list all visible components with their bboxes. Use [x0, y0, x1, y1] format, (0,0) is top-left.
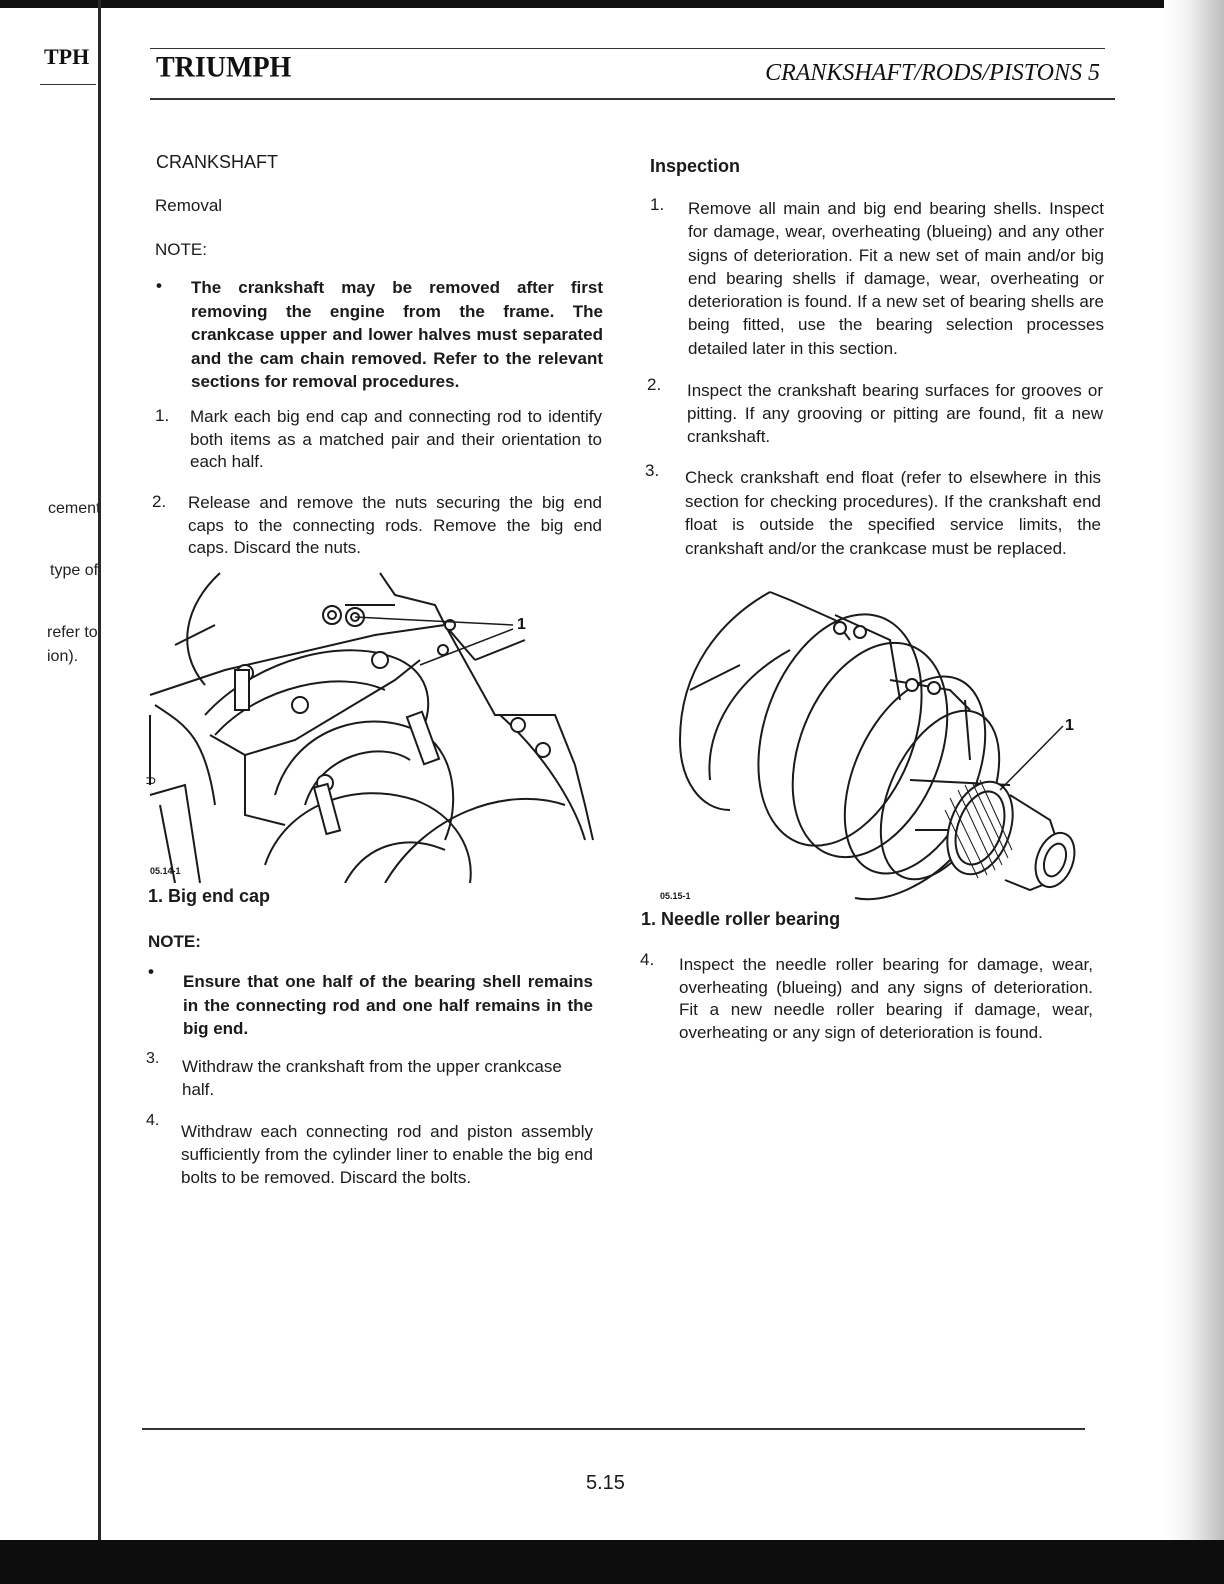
figure-caption: 1. Needle roller bearing [641, 909, 841, 929]
step-text: Withdraw each connecting rod and piston assembly sufficiently from the cylinder liner to enable the big end bolts to be removed. Discard the bolts. [181, 1122, 593, 1187]
subsection-heading: Removal [155, 196, 223, 215]
crankshaft-needle-bearing-illustration [650, 580, 1090, 910]
figure-callout: 1 [517, 616, 526, 633]
section-heading: CRANKSHAFT [156, 152, 279, 172]
figure-caption: 1. Big end cap [148, 886, 271, 906]
figure-code: 05.15-1 [660, 891, 691, 901]
side-rule [40, 84, 96, 85]
step-number: 2. [152, 492, 167, 511]
binding-edge [0, 0, 1224, 8]
step-number: 4. [146, 1112, 160, 1129]
margin-fragment: type of [50, 562, 99, 579]
step-number: 1. [650, 195, 665, 214]
step-number: 1. [155, 406, 170, 425]
note-text: Ensure that one half of the bearing shell remains in the connecting rod and one half remains in the big end. [183, 972, 593, 1038]
step-text: Mark each big end cap and connecting rod to identify both items as a matched pair and their orientation to each half. [190, 407, 602, 471]
step-text: Check crankshaft end float (refer to elsewhere in this section for checking procedures). If the crankshaft end float is outside the specified service limits, the crankshaft and/or the crankcase must be replaced. [685, 468, 1101, 558]
header-top-rule [150, 48, 1105, 49]
step-text: Inspect the needle roller bearing for damage, wear, overheating (blueing) and any signs of deterioration. Fit a new needle roller bearing if damage, wear, overheating or any sign of deterioration is found. [679, 955, 1093, 1042]
bullet-marker: • [148, 962, 154, 981]
section-heading: Inspection [650, 156, 741, 176]
step-number: 3. [645, 461, 660, 480]
figure-callout: 1 [1065, 717, 1074, 734]
step-number: 2. [647, 375, 662, 394]
side-logo-fragment: TPH [44, 44, 90, 69]
footer-rule [142, 1428, 1085, 1430]
step-text: Withdraw the crankshaft from the upper crankcase half. [182, 1057, 562, 1099]
step-number: 3. [146, 1050, 160, 1067]
note-label: NOTE: [155, 240, 207, 259]
scan-bottom-edge [0, 1540, 1224, 1584]
header-bottom-rule [150, 98, 1115, 100]
page-header-title: CRANKSHAFT/RODS/PISTONS 5 [765, 60, 1100, 86]
step-number: 4. [640, 950, 655, 969]
page-number: 5.15 [586, 1472, 625, 1494]
margin-fragment: ion). [47, 648, 79, 665]
page-right-shadow [1164, 0, 1224, 1584]
step-text: Release and remove the nuts securing the big end caps to the connecting rods. Remove the big end caps. Discard the nuts. [188, 493, 602, 557]
step-text: Inspect the crankshaft bearing surfaces for grooves or pitting. If any grooving or pitting are found, fit a new crankshaft. [687, 381, 1103, 446]
page-left-edge [98, 0, 101, 1540]
note-text: The crankshaft may be removed after first removing the engine from the frame. The crankcase upper and lower halves must separated and the cam chain removed. Refer to the relevant sections for removal procedures. [191, 278, 603, 391]
bullet-marker: • [156, 276, 162, 295]
triumph-logo: TRIUMPH [156, 51, 292, 84]
margin-fragment: refer to [47, 624, 98, 641]
big-end-cap-illustration [145, 565, 600, 883]
step-text: Remove all main and big end bearing shells. Inspect for damage, wear, overheating (blueing) and any other signs of deterioration. Fit a new set of main and/or big end bearing shells if damage, wear, overheating or deterioration is found. If a new set of bearing shells are being fitted, use the bearing selection processes detailed later in this section. [688, 199, 1104, 358]
note-label: NOTE: [148, 932, 201, 951]
figure-code: 05.14-1 [150, 866, 181, 876]
margin-fragment: cement [48, 500, 101, 517]
svg-text:⊃: ⊃ [145, 772, 157, 788]
